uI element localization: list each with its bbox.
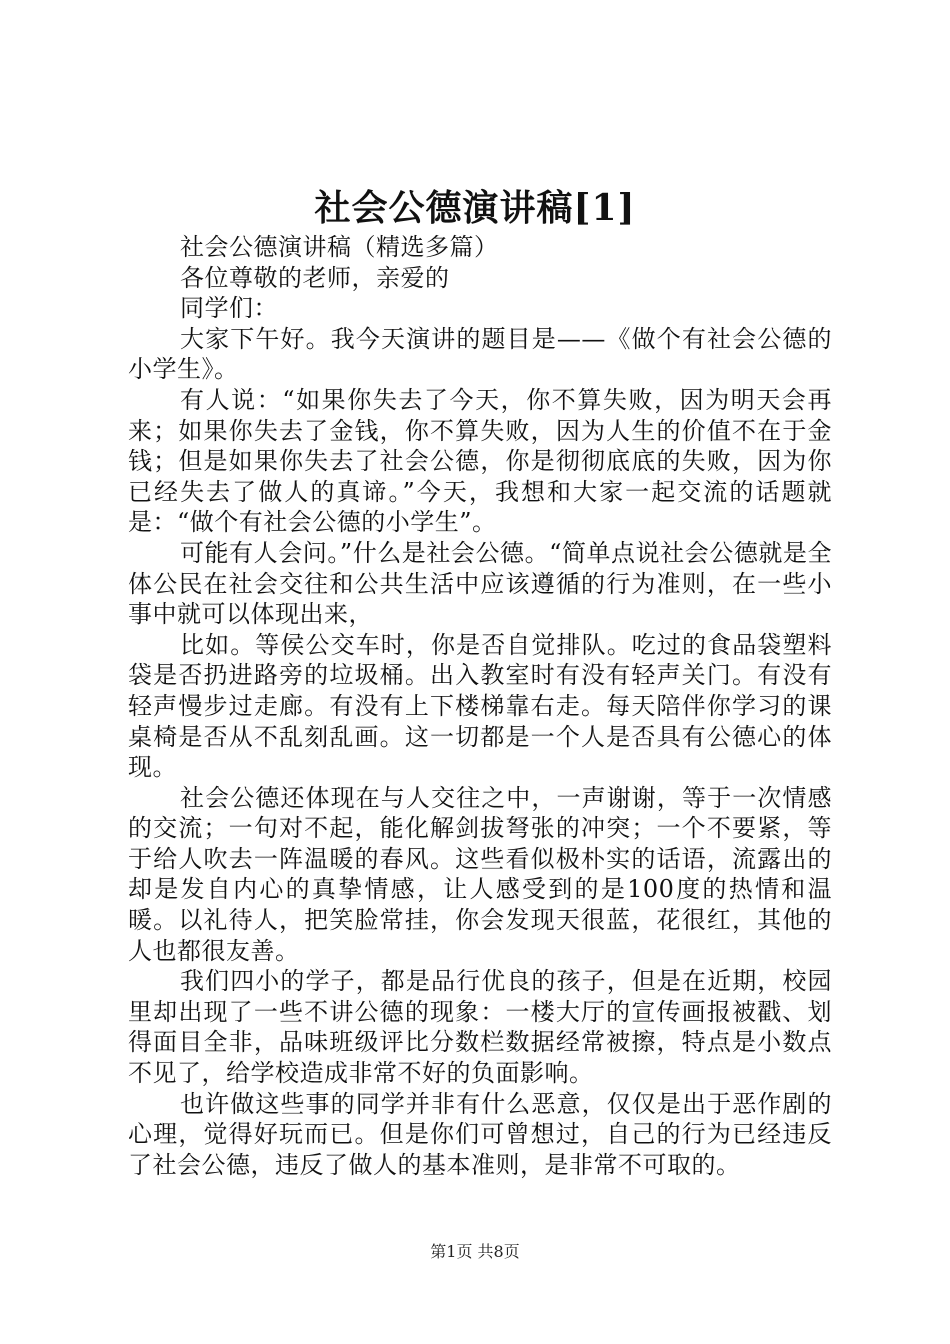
paragraph: 各位尊敬的老师，亲爱的 (180, 263, 450, 292)
paragraph: 也许做这些事的同学并非有什么恶意，仅仅是出于恶作剧的心理，觉得好玩而已。但是你们可曾想过，自己的行为已经违反了社会公德，违反了做人的基本准则，是非常不可取的。 (128, 1089, 832, 1179)
paragraph: 我们四小的学子，都是品行优良的孩子，但是在近期，校园里却出现了一些不讲公德的现象：一楼大厅的宣传画报被戳、划得面目全非，品味班级评比分数栏数据经常被擦，特点是小数点不见了，给学校造成非常不好的负面影响。 (128, 967, 832, 1088)
paragraph: 社会公德演讲稿（精选多篇） (180, 233, 499, 261)
paragraph: 社会公德还体现在与人交往之中，一声谢谢，等于一次情感的交流；一句对不起，能化解剑拔弩张的冲突；一个不要紧，等于给人吹去一阵温暖的春风。这些看似极朴实的话语，流露出的却是发自内心的真挚情感，让人感受到的是100度的热情和温暖。以礼待人，把笑脸常挂，你会发现天很蓝，花很红，其他的人也都很友善。 (128, 783, 832, 965)
paragraph: 可能有人会问。”什么是社会公德。“简单点说社会公德就是全体公民在社会交往和公共生活中应该遵循的行为准则，在一些小事中就可以体现出来， (128, 538, 832, 629)
page-footer (0, 1240, 950, 1264)
paragraph: 比如。等侯公交车时，你是否自觉排队。吃过的食品袋塑料袋是否扔进路旁的垃圾桶。出入教室时有没有轻声关门。有没有轻声慢步过走廊。有没有上下楼梯靠右走。每天陪伴你学习的课桌椅是否从不乱刻乱画。这一切都是一个人是否具有公德心的体现。 (128, 630, 832, 782)
document-body (128, 232, 832, 1180)
page-indicator: 第1页 共8页 (430, 1242, 520, 1261)
paragraph: 大家下午好。我今天演讲的题目是——《做个有社会公德的小学生》。 (128, 324, 832, 384)
document-title: 社会公德演讲稿[1] (314, 187, 636, 229)
paragraph: 有人说：“如果你失去了今天，你不算失败，因为明天会再来；如果你失去了金钱，你不算失败，因为人生的价值不在于金钱；但是如果你失去了社会公德，你是彻彻底底的失败，因为你已经失去了做人的真谛。”今天，我想和大家一起交流的话题就是：“做个有社会公德的小学生”。 (128, 385, 832, 537)
paragraph: 同学们： (180, 294, 278, 323)
